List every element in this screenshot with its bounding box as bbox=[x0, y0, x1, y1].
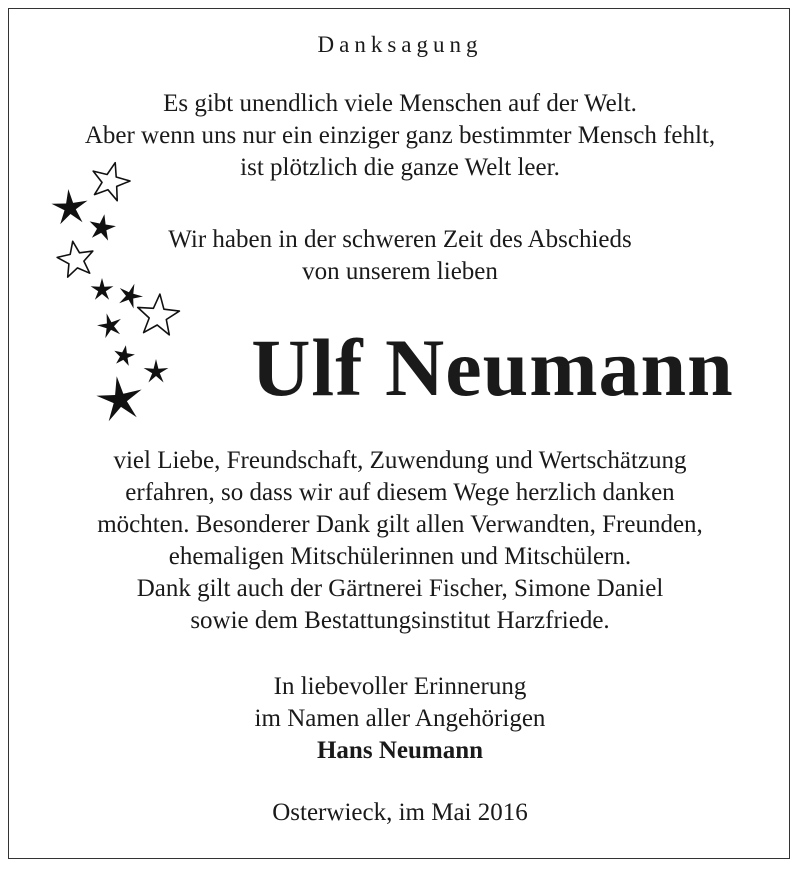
intro-line: von unserem lieben bbox=[302, 258, 498, 285]
signature-line: im Namen aller Angehörigen bbox=[254, 705, 546, 732]
filled-star-icon bbox=[52, 189, 88, 224]
quote-line: Es gibt unendlich viele Menschen auf der Welt. bbox=[163, 90, 637, 117]
filled-star-icon bbox=[96, 376, 141, 421]
signer-name: Hans Neumann bbox=[316, 737, 483, 764]
thanks-line: erfahren, so dass wir auf diesem Wege herzlich danken bbox=[125, 479, 675, 506]
filled-star-icon bbox=[91, 278, 114, 300]
filled-star-icon bbox=[114, 345, 135, 366]
thanks-line: Dank gilt auch der Gärtnerei Fischer, Simone Daniel bbox=[136, 575, 664, 602]
intro-block bbox=[115, 224, 685, 288]
signature-block bbox=[0, 671, 800, 767]
outline-star-icon bbox=[57, 241, 93, 277]
deceased-name: Ulf Neumann bbox=[251, 322, 734, 413]
filled-star-icon bbox=[97, 313, 121, 338]
thanks-line: sowie dem Bestattungsinstitut Harzfriede. bbox=[190, 607, 610, 634]
thanks-line: ehemaligen Mitschülerinnen und Mitschülern. bbox=[168, 543, 632, 570]
signature-line: In liebevoller Erinnerung bbox=[273, 673, 527, 700]
outline-star-icon bbox=[93, 163, 130, 201]
thanks-line: viel Liebe, Freundschaft, Zuwendung und Wertschätzung bbox=[113, 447, 687, 474]
stars-icon bbox=[40, 150, 200, 435]
outline-star-icon bbox=[138, 294, 180, 335]
quote-line: Aber wenn uns nur ein einziger ganz bestimmter Mensch fehlt, bbox=[84, 122, 716, 149]
intro-line: Wir haben in der schweren Zeit des Abschieds bbox=[168, 226, 632, 253]
quote-line: ist plötzlich die ganze Welt leer. bbox=[240, 154, 560, 181]
filled-star-icon bbox=[90, 214, 116, 240]
filled-star-icon bbox=[144, 359, 169, 383]
thanks-block bbox=[0, 445, 800, 637]
place-date: Osterwieck, im Mai 2016 bbox=[272, 799, 528, 826]
notice-heading: Danksagung bbox=[317, 32, 483, 57]
thanks-line: möchten. Besonderer Dank gilt allen Verwandten, Freunden, bbox=[97, 511, 703, 538]
